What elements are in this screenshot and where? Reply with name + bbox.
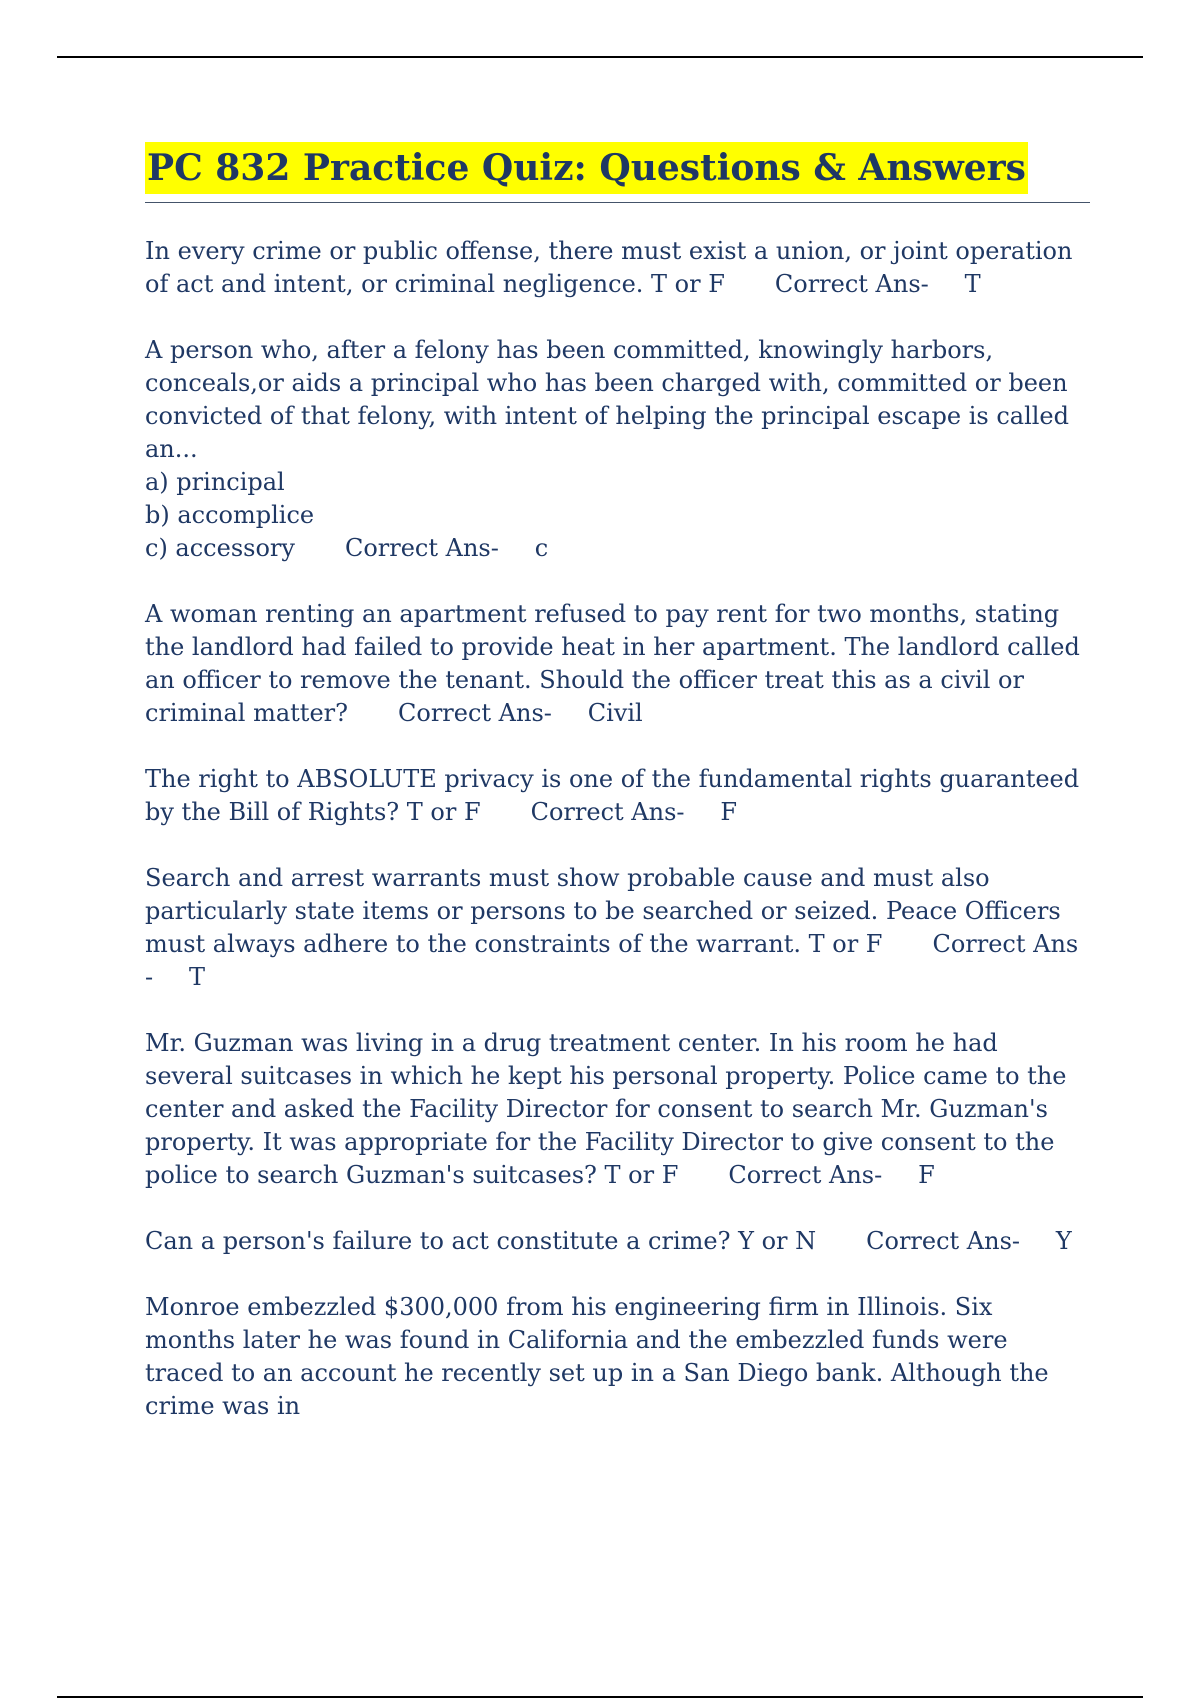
answer-value: Y [1055,1227,1072,1255]
page-title: PC 832 Practice Quiz: Questions & Answers [145,142,1028,194]
answer-label: Correct Ans [866,1227,1012,1255]
question-text: Can a person's failure to act constitute a crime? Y or N [145,1227,817,1255]
question-text: Search and arrest warrants must show probable cause and must also particularly state items or persons to be searched or seized. Peace Officers must always adhere to the constraints of the warrant. T or F [145,864,1061,958]
document-body [145,142,1090,1456]
answer-label: Correct Ans [932,930,1079,958]
question-text: A woman renting an apartment refused to pay rent for two months, stating the landlord had failed to provide heat in her apartment. The landlord called an officer to remove the tenant. Should the officer treat this as a civil or criminal matter? [145,600,1080,727]
question-item: In every crime or public offense, there must exist a union, or joint operation of act and intent, or criminal negligence. T or F Correct Ans- T [145,237,1073,298]
question-text: Mr. Guzman was living in a drug treatment center. In his room he had several suitcases in which he kept his personal property. Police came to the center and asked the Facility Director for consent to search Mr. Guzman's property. It was appropriate for the Facility Director to give consent to the police to search Guzman's suitcases? T or F [145,1029,1067,1189]
answer-label: Correct Ans [530,798,677,826]
question-item: A woman renting an apartment refused to pay rent for two months, stating the landlord had failed to provide heat in her apartment. The landlord called an officer to remove the tenant. Should the officer treat this as a civil or criminal matter? Correct Ans- Civil [145,600,1080,727]
question-item: Search and arrest warrants must show probable cause and must also particularly state items or persons to be searched or seized. Peace Officers must always adhere to the constraints of the warrant. T or F Correct Ans- T [145,864,1079,991]
option-c-row: c) accessory Correct Ans- c [145,534,549,562]
answer-label: Correct Ans [398,699,544,727]
question-item [145,1291,1090,1423]
question-text: Monroe embezzled $300,000 from his engineering firm in Illinois. Six months later he was found in California and the embezzled funds were traced to an account he recently set up in a San Diego bank. Although the crime was in [145,1293,1049,1420]
answer-label: Correct Ans [344,534,491,562]
answer-value: F [918,1161,935,1189]
answer-label: Correct Ans [774,270,921,298]
header-rule [57,56,1143,58]
answer-value: T [964,270,981,298]
title-block [145,142,1090,203]
answer-value: F [720,798,738,826]
option-c: c) accessory [145,534,295,562]
question-text: A person who, after a felony has been committed, knowingly harbors, conceals,or aids a principal who has been charged with, committed or been convicted of that felony, with intent of helping the principal escape is called an... [145,336,1069,463]
question-text: The right to ABSOLUTE privacy is one of the fundamental rights guaranteed by the Bill of Rights? T or F [145,765,1080,826]
option-a: a) principal [145,468,285,496]
question-item: Mr. Guzman was living in a drug treatment center. In his room he had several suitcases in which he kept his personal property. Police came to the center and asked the Facility Director for consent to search Mr. Guzman's property. It was appropriate for the Facility Director to give consent to the police to search Guzman's suitcases? T or F Correct Ans- F [145,1029,1067,1189]
question-text: In every crime or public offense, there must exist a union, or joint operation of act and intent, or criminal negligence. T or F [145,237,1073,298]
answer-label: Correct Ans [728,1161,875,1189]
answer-value: c [534,534,549,562]
question-item: Can a person's failure to act constitute a crime? Y or N Correct Ans- Y [145,1227,1072,1255]
answer-value: Civil [587,699,643,727]
option-b: b) accomplice [145,501,315,529]
answer-value: T [189,963,206,991]
question-item [145,334,1090,565]
footer-rule [57,1696,1143,1698]
question-item: The right to ABSOLUTE privacy is one of the fundamental rights guaranteed by the Bill of Rights? T or F Correct Ans- F [145,765,1080,826]
